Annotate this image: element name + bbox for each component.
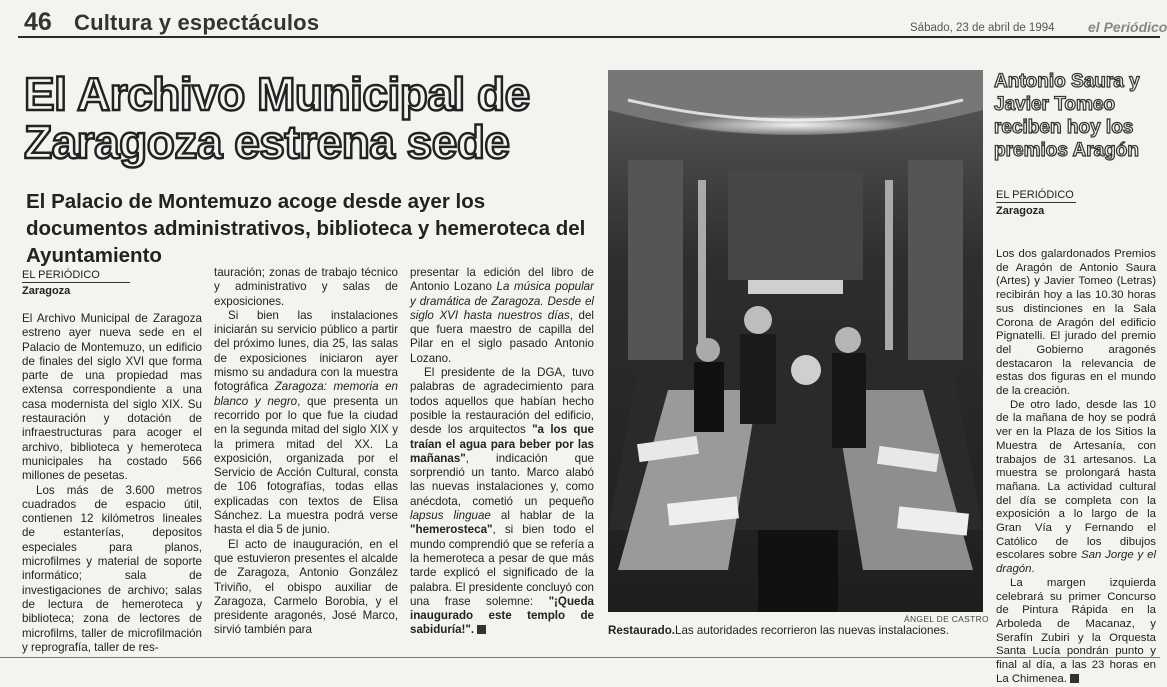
text-run: presentar la edición del libro de Antonio Lozano	[410, 266, 594, 294]
paragraph: Los dos galardonados Premios de Aragón de Antonio Saura (Artes) y Javier Tomeo (Letras) recibirán hoy a las 10.30 horas sus distinciones en la Sala Corona de Aragón del edificio Pignatelli. El jurado del premio del Gobierno aragonés destacaron la relevancia de estas dos figuras en el mundo de la creación.	[996, 248, 1156, 398]
byline: EL PERIÓDICO	[996, 188, 1076, 203]
caption-lead: Restaurado.	[608, 624, 676, 637]
exhibition-title: San Jorge y el dragón	[996, 549, 1156, 576]
section-title: Cultura y espectáculos	[74, 10, 320, 35]
quote: "a los que traían el agua para beber por las mañanas"	[410, 423, 594, 465]
text-run: , indicación que sorprendió un tanto. Marco alabó las nuevas instalaciones y, como anécdota, cometió un pequeño	[410, 451, 594, 508]
paragraph	[996, 399, 1156, 577]
paragraph: Los más de 3.600 metros cuadrados de espacio útil, contienen 12 kilómetros lineales de estanterías, depositos especiales para planos, microfilmes y material de soporte informático; sala de investigaciones de archivo; salas de lectura de hemeroteca y biblioteca; zona de lectores de microfilms, taller de microfilmación y reprografía, taller de res-	[22, 483, 202, 654]
exhibition-title: Zaragoza: memoria en blanco y negro	[214, 380, 399, 408]
dateline-city: Zaragoza	[22, 285, 71, 297]
text-run: Si bien las instalaciones iniciarán su servicio público a partir del próximo lunes, dia 25, las salas de exposiciones iniciaron ayer mismo su andadura con la muestra fotográfica	[214, 308, 398, 394]
text-run: .	[1031, 563, 1035, 576]
text-run: De otro lado, desde las 10 de la mañana de hoy se podrá ver en la Plaza de los Sitios la Muestra de Artesanía, con trabajos de 31 artesanos. La muestra se prolongará hasta mañana. La actividad cultural del día se completa con la exposición a lo largo de la Gran Vía y Fernando el Católico de los dibujos escolares sobre	[996, 398, 1156, 562]
page-bottom-rule	[0, 657, 1160, 658]
page-number: 46	[24, 8, 52, 36]
quote: "¡Queda inaugurado este templo de sabiduría!".	[410, 594, 594, 637]
article-column-3	[410, 266, 594, 638]
book-title: La música popular y dramática de Zaragoza. Desde el siglo XVI hasta nuestros días	[410, 280, 594, 322]
text-run: El presidente de la DGA, tuvo palabras de agradecimiento para todos aquellos que habían hecho posible la restauración del edificio, desde los arquitectos	[410, 366, 594, 437]
side-article	[996, 188, 1156, 687]
article-column-2	[214, 266, 398, 638]
photo-caption	[608, 624, 988, 637]
text-run: La margen izquierda celebrará su primer Concurso de Pintura Rápida en la Arboleda de Macanaz, y Serafín Zubiri y la Orquesta Santa Lucía pondrán punto y final al día, a las 23 horas en La Chimenea.	[996, 576, 1156, 685]
photo-credit: ÁNGEL DE CASTRO	[904, 614, 989, 624]
main-headline: El Archivo Municipal de Zaragoza estrena sede	[24, 68, 530, 168]
text-run: , si bien todo el mundo comprendió que se refería a la hemeroteca a pesar de que más tarde explicó el significado de la palabra. El presidente concluyó con una frase solemne:	[410, 523, 594, 608]
end-of-article-mark	[477, 625, 486, 634]
article-column-1	[22, 268, 202, 655]
text-run: , del que fuera maestro de capilla del Pilar en el siglo pasado Antonio Lozano.	[410, 308, 594, 365]
paragraph	[410, 266, 594, 366]
latin-phrase: lapsus linguae	[410, 509, 491, 523]
issue-date: Sábado, 23 de abril de 1994	[910, 22, 1055, 34]
paragraph: tauración; zonas de trabajo técnico y administrativo y salas de exposiciones.	[214, 266, 398, 308]
dateline-city: Zaragoza	[996, 205, 1045, 217]
main-subtitle: El Palacio de Montemuzo acoge desde ayer los documentos administrativos, biblioteca y hemeroteca del Ayuntamiento	[26, 190, 586, 267]
paragraph	[214, 309, 398, 538]
text-run: , que presenta un recorrido por lo que fue la ciudad en la segunda mitad del siglo XIX y la primera mitad del XX. La exposición, organizada por el Servicio de Acción Cultural, consta de 106 fotografías, todas ellas explicadas con textos de Elisa Sánchez. La muestra podrá verse hasta el dia 5 de junio.	[214, 394, 398, 537]
paragraph: El Archivo Municipal de Zaragoza estreno ayer nueva sede en el Palacio de Montemuzo, un edificio de finales del siglo XVI que forma parte de una propiedad mas extensa correspondiente a una casa modernista del siglo XIX. Su restauración y dotación de infraestructuras para acoger el archivo, biblioteca y hemeroteca municipales ha costado 566 millones de pesetas.	[22, 312, 202, 483]
paragraph	[410, 366, 594, 638]
reading-room-photo	[608, 70, 983, 612]
news-photo	[608, 70, 983, 612]
side-headline: Antonio Saura y Javier Tomeo reciben hoy los premios Aragón	[994, 71, 1140, 161]
quote: "hemerosteca"	[410, 523, 493, 537]
text-run: al hablar de la	[490, 509, 594, 523]
newspaper-name: el Periódico	[1088, 19, 1167, 35]
paragraph	[996, 577, 1156, 687]
paragraph: El acto de inauguración, en el que estuvieron presentes el alcalde de Zaragoza, Antonio González Triviño, el obispo auxiliar de Zaragoza, Carmelo Borobia, y el presidente aragonés, José Marco, sirvió también para	[214, 537, 398, 637]
caption-text: Las autoridades recorrieron las nuevas instalaciones.	[675, 624, 949, 637]
page-header	[18, 8, 1167, 38]
byline: EL PERIÓDICO	[22, 268, 130, 283]
end-of-article-mark	[1070, 674, 1079, 683]
